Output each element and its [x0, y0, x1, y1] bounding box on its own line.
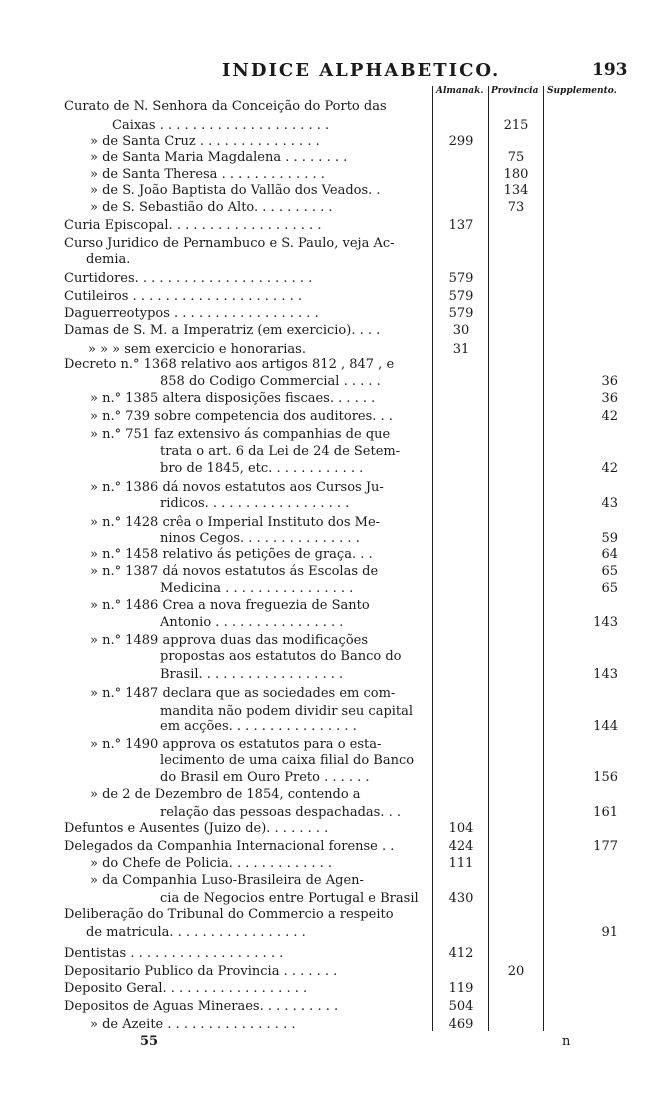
entry-text: » da Companhia Luso-Brasileira de Agen- — [90, 873, 364, 888]
index-row — [0, 270, 672, 288]
column-header-almanak: Almanak. — [436, 86, 484, 96]
almanak-ref: 424 — [448, 839, 474, 854]
index-row — [0, 408, 672, 426]
almanak-ref: 504 — [448, 999, 474, 1014]
entry-text: cia de Negocios entre Portugal e Brasil — [160, 891, 419, 906]
index-row — [0, 495, 672, 513]
entry-text: » n.° 1386 dá novos estatutos aos Cursos Ju- — [90, 480, 384, 495]
entry-text: Damas de S. M. a Imperatriz (em exercicio). . . . — [64, 323, 381, 338]
entry-text: Deposito Geral. . . . . . . . . . . . . . . . . . — [64, 981, 308, 996]
supplemento-ref: 59 — [601, 531, 618, 546]
entry-text: Depositario Publico da Provincia . . . . . . . — [64, 964, 338, 979]
entry-text: Dentistas . . . . . . . . . . . . . . . . . . . — [64, 946, 284, 961]
entry-text: demia. — [86, 252, 131, 267]
almanak-ref: 579 — [448, 271, 474, 286]
entry-text: » de Azeite . . . . . . . . . . . . . . . . — [90, 1017, 296, 1032]
entry-text: » n.° 1387 dá novos estatutos ás Escolas de — [90, 564, 379, 579]
entry-text: » de Santa Cruz . . . . . . . . . . . . . . . — [90, 134, 320, 149]
entry-text: » do Chefe de Policia. . . . . . . . . . . . . — [90, 856, 333, 871]
index-row — [0, 426, 672, 444]
supplemento-ref: 65 — [601, 581, 618, 596]
almanak-ref: 30 — [452, 323, 470, 338]
entry-text: » n.° 751 faz extensivo ás companhias de que — [90, 427, 391, 442]
index-row — [0, 666, 672, 684]
almanak-ref: 111 — [448, 856, 474, 871]
entry-text: Decreto n.° 1368 relativo aos artigos 812 , 847 , e — [64, 357, 395, 372]
entry-text: mandita não podem dividir seu capital — [160, 704, 414, 719]
supplemento-ref: 143 — [593, 615, 618, 630]
supplemento-ref: 36 — [601, 391, 618, 406]
supplemento-ref: 91 — [601, 925, 618, 940]
entry-text: propostas aos estatutos do Banco do — [160, 649, 402, 664]
footer-signature: 55 — [140, 1034, 159, 1049]
entry-text: Cutileiros . . . . . . . . . . . . . . . . . . . . . — [64, 289, 302, 304]
entry-text: » n.° 739 sobre competencia dos auditores. . . — [90, 409, 393, 424]
index-row — [0, 752, 672, 770]
supplemento-ref: 65 — [601, 564, 618, 579]
index-row — [0, 945, 672, 963]
entry-text: 858 do Codigo Commercial . . . . . — [160, 374, 381, 389]
provincia-ref: 20 — [507, 964, 525, 979]
almanak-ref: 469 — [448, 1017, 474, 1032]
supplemento-ref: 161 — [593, 805, 618, 820]
index-row — [0, 820, 672, 838]
entry-text: » de S. Sebastião do Alto. . . . . . . . . . — [90, 200, 333, 215]
entry-text: Delegados da Companhia Internacional forense . . — [64, 839, 395, 854]
index-row — [0, 998, 672, 1016]
entry-text: em acções. . . . . . . . . . . . . . . . — [160, 719, 357, 734]
footer-mark: n — [562, 1034, 571, 1049]
entry-text: Depositos de Aguas Mineraes. . . . . . . . . . — [64, 999, 339, 1014]
entry-text: Daguerreotypos . . . . . . . . . . . . . . . . . . — [64, 306, 319, 321]
provincia-ref: 134 — [503, 183, 529, 198]
index-row — [0, 251, 672, 269]
index-row — [0, 685, 672, 703]
almanak-ref: 579 — [448, 289, 474, 304]
almanak-ref: 137 — [448, 218, 474, 233]
column-header-supplemento: Supplemento. — [547, 86, 617, 96]
entry-text: » n.° 1489 approva duas das modificações — [90, 633, 369, 648]
index-row — [0, 614, 672, 632]
index-row — [0, 769, 672, 787]
index-row — [0, 597, 672, 615]
supplemento-ref: 144 — [593, 719, 618, 734]
index-row — [0, 443, 672, 461]
index-row — [0, 182, 672, 200]
supplemento-ref: 64 — [601, 547, 618, 562]
index-row — [0, 786, 672, 804]
index-row — [0, 199, 672, 217]
entry-text: Curso Juridico de Pernambuco e S. Paulo, veja Ac- — [64, 236, 395, 251]
entry-text: » de S. João Baptista do Vallão dos Veados. . — [90, 183, 381, 198]
index-row — [0, 924, 672, 942]
index-row — [0, 980, 672, 998]
entry-text: » de Santa Maria Magdalena . . . . . . . . — [90, 150, 348, 165]
index-row — [0, 305, 672, 323]
almanak-ref: 579 — [448, 306, 474, 321]
entry-text: Antonio . . . . . . . . . . . . . . . . — [160, 615, 344, 630]
entry-text: Brasil. . . . . . . . . . . . . . . . . . — [160, 667, 344, 682]
entry-text: » » » sem exercicio e honorarias. — [88, 342, 306, 357]
index-row — [0, 838, 672, 856]
index-row — [0, 322, 672, 340]
entry-text: » n.° 1385 altera disposições fiscaes. . . . . . — [90, 391, 376, 406]
column-header-provincia: Provincia — [491, 86, 539, 96]
entry-text: Curato de N. Senhora da Conceição do Porto das — [64, 99, 387, 114]
entry-text: trata o art. 6 da Lei de 24 de Setem- — [160, 444, 401, 459]
index-row — [0, 217, 672, 235]
supplemento-ref: 42 — [601, 461, 618, 476]
index-row — [0, 149, 672, 167]
entry-text: Curia Episcopal. . . . . . . . . . . . . . . . . . . — [64, 218, 322, 233]
almanak-ref: 412 — [448, 946, 474, 961]
index-row — [0, 460, 672, 478]
index-row — [0, 356, 672, 374]
almanak-ref: 104 — [448, 821, 474, 836]
supplemento-ref: 36 — [601, 374, 618, 389]
page-title: INDICE ALPHABETICO. — [222, 60, 501, 81]
entry-text: » n.° 1428 crêa o Imperial Instituto dos Me- — [90, 515, 381, 530]
entry-text: » n.° 1490 approva os estatutos para o esta- — [90, 737, 382, 752]
entry-text: Caixas . . . . . . . . . . . . . . . . . . . . . — [112, 118, 330, 133]
entry-text: » de Santa Theresa . . . . . . . . . . . . . — [90, 167, 325, 182]
entry-text: ninos Cegos. . . . . . . . . . . . . . . — [160, 531, 360, 546]
provincia-ref: 73 — [507, 200, 525, 215]
index-row — [0, 580, 672, 598]
entry-text: do Brasil em Ouro Preto . . . . . . — [160, 770, 370, 785]
entry-text: de matricula. . . . . . . . . . . . . . . . . — [86, 925, 306, 940]
almanak-ref: 299 — [448, 134, 474, 149]
entry-text: bro de 1845, etc. . . . . . . . . . . . — [160, 461, 364, 476]
supplemento-ref: 177 — [593, 839, 618, 854]
index-row — [0, 546, 672, 564]
entry-text: Curtidores. . . . . . . . . . . . . . . . . . . . . . — [64, 271, 313, 286]
supplemento-ref: 143 — [593, 667, 618, 682]
index-row — [0, 648, 672, 666]
provincia-ref: 180 — [503, 167, 529, 182]
almanak-ref: 119 — [448, 981, 474, 996]
almanak-ref: 430 — [448, 891, 474, 906]
entry-text: » n.° 1487 declara que as sociedades em com- — [90, 686, 396, 701]
index-row — [0, 718, 672, 736]
supplemento-ref: 156 — [593, 770, 618, 785]
index-row — [0, 855, 672, 873]
index-row — [0, 373, 672, 391]
index-row — [0, 906, 672, 924]
entry-text: lecimento de uma caixa filial do Banco — [160, 753, 415, 768]
supplemento-ref: 42 — [601, 409, 618, 424]
index-row — [0, 563, 672, 581]
entry-text: relação das pessoas despachadas. . . — [160, 805, 401, 820]
provincia-ref: 75 — [507, 150, 525, 165]
entry-text: ridicos. . . . . . . . . . . . . . . . . . — [160, 496, 350, 511]
almanak-ref: 31 — [452, 342, 470, 357]
entry-text: Defuntos e Ausentes (Juizo de). . . . . . . . — [64, 821, 329, 836]
provincia-ref: 215 — [503, 118, 529, 133]
entry-text: » n.° 1486 Crea a nova freguezia de Santo — [90, 598, 370, 613]
index-row — [0, 98, 672, 116]
entry-text: » de 2 de Dezembro de 1854, contendo a — [90, 787, 361, 802]
entry-text: » n.° 1458 relativo ás petições de graça. . . — [90, 547, 373, 562]
index-row — [0, 963, 672, 981]
entry-text: Medicina . . . . . . . . . . . . . . . . — [160, 581, 354, 596]
page-number: 193 — [592, 60, 628, 80]
index-row — [0, 288, 672, 306]
entry-text: Deliberação do Tribunal do Commercio a respeito — [64, 907, 394, 922]
index-row — [0, 1016, 672, 1034]
index-row — [0, 390, 672, 408]
index-row — [0, 872, 672, 890]
supplemento-ref: 43 — [601, 496, 618, 511]
